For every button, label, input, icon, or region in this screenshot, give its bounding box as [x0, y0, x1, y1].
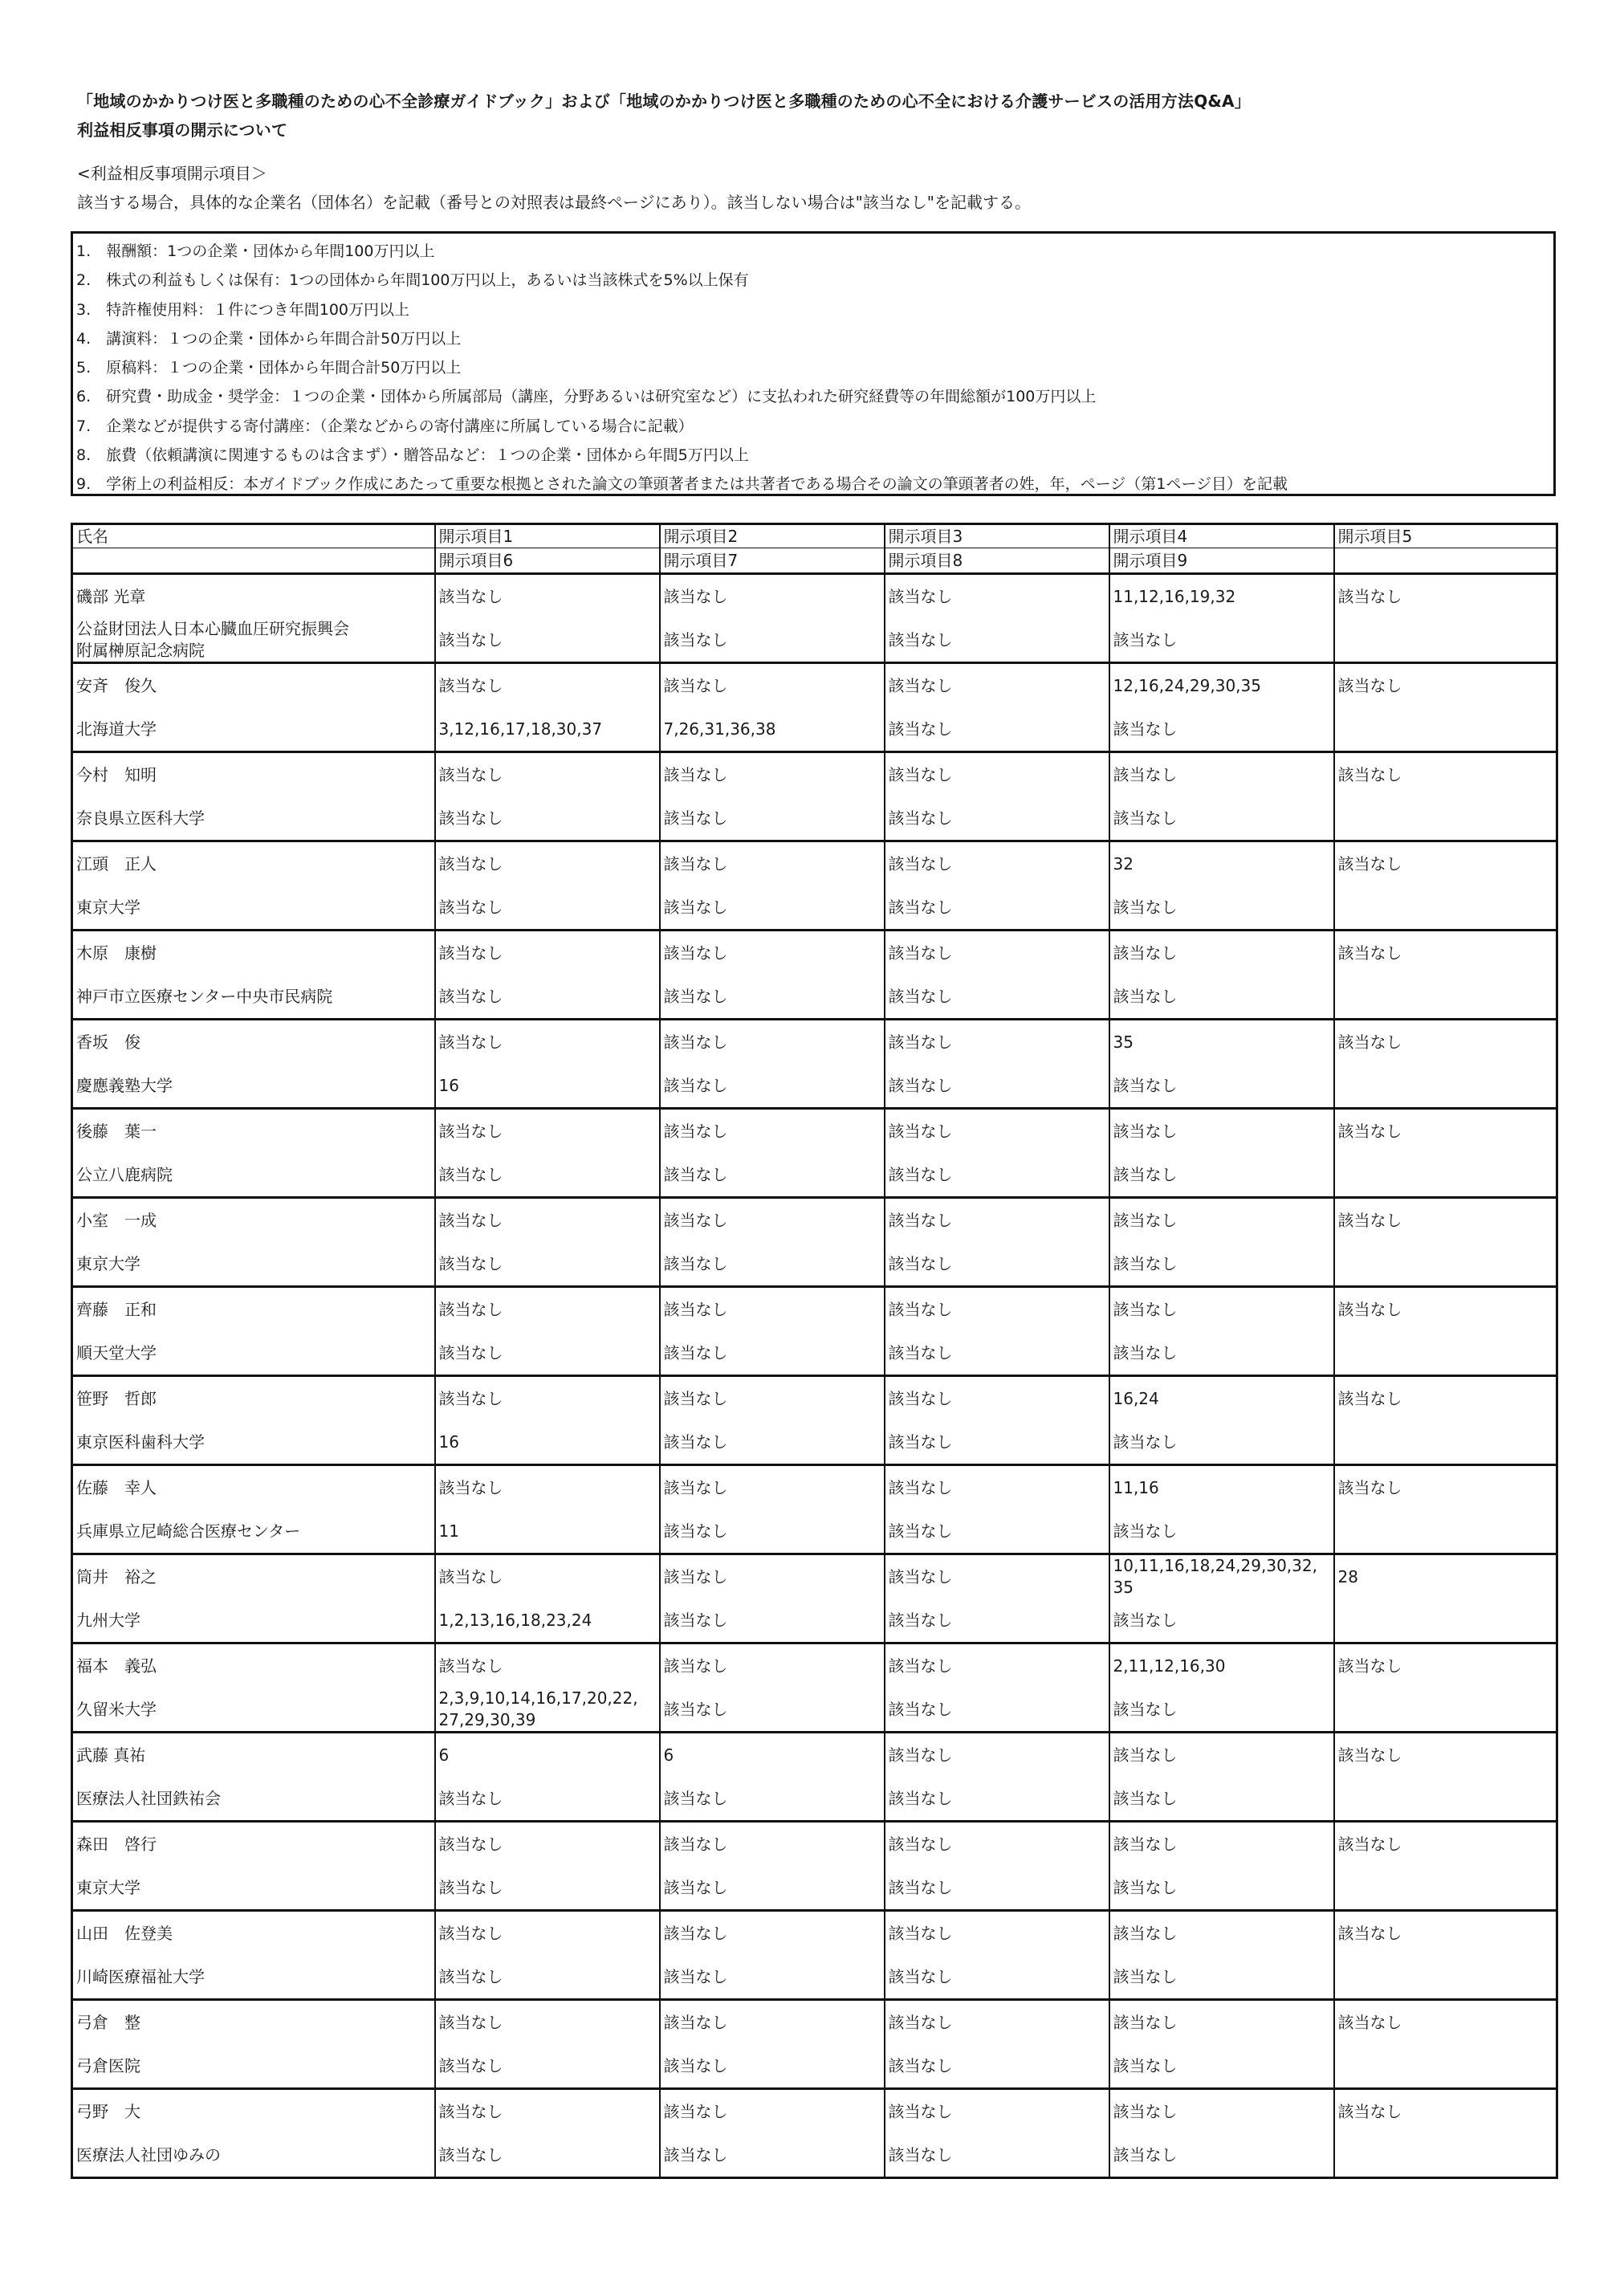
disclosure-cell: 該当なし [435, 1153, 660, 1198]
person-name: 筒井 裕之 [72, 1554, 435, 1599]
person-name: 笹野 哲郎 [72, 1376, 435, 1421]
document-subtitle: 利益相反事項の開示について [77, 120, 288, 140]
column-header: 開示項目6 [435, 548, 660, 574]
person-affiliation: 順天堂大学 [72, 1331, 435, 1376]
person-name: 磯部 光章 [72, 574, 435, 619]
disclosure-cell: 16,24 [1109, 1376, 1334, 1421]
disclosure-cell: 該当なし [660, 1465, 885, 1510]
disclosure-cell: 該当なし [885, 1153, 1109, 1198]
disclosure-cell: 該当なし [885, 886, 1109, 931]
disclosure-cell: 該当なし [660, 1866, 885, 1911]
affiliation-row [72, 1064, 1557, 1109]
affiliation-row [72, 1599, 1557, 1643]
disclosure-cell: 該当なし [1109, 1599, 1334, 1643]
disclosure-cell: 該当なし [1334, 1109, 1557, 1154]
disclosure-cell: 該当なし [435, 1020, 660, 1065]
person-row [72, 1465, 1557, 1510]
disclosure-cell: 該当なし [885, 975, 1109, 1020]
empty-cell [1334, 975, 1557, 1020]
disclosure-cell: 該当なし [435, 1242, 660, 1287]
empty-cell [1334, 1688, 1557, 1733]
column-header: 氏名 [72, 524, 435, 548]
disclosure-cell: 該当なし [1334, 752, 1557, 797]
disclosure-cell: 該当なし [1109, 931, 1334, 975]
disclosure-item: 4. 講演料：１つの企業・団体から年間合計50万円以上 [76, 329, 462, 348]
disclosure-cell: 該当なし [435, 663, 660, 708]
disclosure-cell: 該当なし [1334, 1822, 1557, 1867]
disclosure-item: 5. 原稿料：１つの企業・団体から年間合計50万円以上 [76, 359, 462, 377]
disclosure-cell: 該当なし [435, 1554, 660, 1599]
person-row [72, 1376, 1557, 1421]
disclosure-cell: 該当なし [660, 1198, 885, 1243]
disclosure-cell: 該当なし [660, 1509, 885, 1554]
disclosure-cell: 該当なし [1109, 2044, 1334, 2089]
disclosure-cell: 該当なし [885, 1911, 1109, 1956]
person-row [72, 931, 1557, 975]
disclosure-cell: 6 [435, 1733, 660, 1778]
disclosure-cell: 該当なし [1334, 574, 1557, 619]
person-affiliation: 東京大学 [72, 1866, 435, 1911]
person-row [72, 1822, 1557, 1867]
disclosure-cell: 該当なし [1334, 841, 1557, 886]
empty-cell [1334, 1777, 1557, 1822]
disclosure-item: 8. 旅費（依頼講演に関連するものは含まず）・贈答品など：１つの企業・団体から年間5万円以上 [76, 446, 749, 465]
disclosure-cell: 該当なし [1334, 931, 1557, 975]
disclosure-cell: 該当なし [885, 1420, 1109, 1465]
disclosure-cell: 該当なし [885, 1643, 1109, 1688]
disclosure-item: 6. 研究費・助成金・奨学金：１つの企業・団体から所属部局（講座，分野あるいは研究室など）に支払われた研究経費等の年間総額が100万円以上 [76, 388, 1097, 406]
disclosure-cell: 該当なし [435, 796, 660, 841]
disclosure-cell: 該当なし [1109, 1822, 1334, 1867]
disclosure-cell: 該当なし [1109, 752, 1334, 797]
disclosure-cell: 28 [1334, 1554, 1557, 1599]
person-name: 弓野 大 [72, 2089, 435, 2134]
disclosure-instructions: 該当する場合，具体的な企業名（団体名）を記載（番号との対照表は最終ページにあり）。該当しない場合は"該当なし"を記載する。 [77, 193, 1031, 212]
disclosure-item: 3. 特許権使用料：１件につき年間100万円以上 [76, 300, 410, 319]
empty-cell [1334, 886, 1557, 931]
disclosure-cell: 該当なし [885, 2133, 1109, 2178]
disclosure-cell: 該当なし [1334, 1198, 1557, 1243]
disclosure-cell: 該当なし [1334, 1643, 1557, 1688]
person-row [72, 752, 1557, 797]
disclosure-cell: 該当なし [1109, 1198, 1334, 1243]
disclosure-cell: 該当なし [885, 841, 1109, 886]
disclosure-cell: 11,12,16,19,32 [1109, 574, 1334, 619]
disclosure-cell: 該当なし [885, 1331, 1109, 1376]
person-name: 弓倉 整 [72, 2000, 435, 2045]
column-header [1334, 548, 1557, 574]
person-affiliation: 慶應義塾大学 [72, 1064, 435, 1109]
empty-cell [1334, 1599, 1557, 1643]
disclosure-cell: 該当なし [1109, 1420, 1334, 1465]
disclosure-cell: 該当なし [885, 1376, 1109, 1421]
disclosure-cell: 該当なし [885, 574, 1109, 619]
person-affiliation: 北海道大学 [72, 707, 435, 752]
disclosure-cell: 該当なし [1109, 1777, 1334, 1822]
person-row [72, 663, 1557, 708]
affiliation-row [72, 886, 1557, 931]
disclosure-cell: 該当なし [435, 1822, 660, 1867]
column-header: 開示項目4 [1109, 524, 1334, 548]
empty-cell [1334, 618, 1557, 663]
disclosure-cell: 該当なし [435, 1198, 660, 1243]
person-name: 江頭 正人 [72, 841, 435, 886]
disclosure-cell: 該当なし [1109, 1242, 1334, 1287]
disclosure-item: 7. 企業などが提供する寄付講座：（企業などからの寄付講座に所属している場合に記載） [76, 417, 694, 435]
disclosure-cell: 該当なし [885, 1554, 1109, 1599]
disclosure-item: 2. 株式の利益もしくは保有：1つの団体から年間100万円以上，あるいは当該株式を5%以上保有 [76, 271, 749, 290]
person-row [72, 2000, 1557, 2045]
disclosure-cell: 該当なし [1109, 1287, 1334, 1332]
affiliation-row [72, 1688, 1557, 1733]
disclosure-cell: 該当なし [1334, 1465, 1557, 1510]
column-header: 開示項目9 [1109, 548, 1334, 574]
disclosure-cell: 該当なし [1109, 975, 1334, 1020]
disclosure-cell: 該当なし [885, 1465, 1109, 1510]
disclosure-cell: 2,3,9,10,14,16,17,20,22, 27,29,30,39 [435, 1688, 660, 1733]
disclosure-cell: 該当なし [1109, 1064, 1334, 1109]
person-affiliation: 東京大学 [72, 886, 435, 931]
disclosure-cell: 該当なし [435, 1643, 660, 1688]
person-name: 齊藤 正和 [72, 1287, 435, 1332]
disclosure-item: 9. 学術上の利益相反：本ガイドブック作成にあたって重要な根拠とされた論文の筆頭著者または共著者である場合その論文の筆頭著者の姓，年，ページ（第1ページ目）を記載 [76, 475, 1288, 494]
disclosure-cell: 該当なし [885, 2089, 1109, 2134]
person-affiliation: 川崎医療福祉大学 [72, 1955, 435, 2000]
disclosure-cell: 該当なし [885, 618, 1109, 663]
disclosure-cell: 該当なし [885, 663, 1109, 708]
person-affiliation: 久留米大学 [72, 1688, 435, 1733]
disclosure-cell: 該当なし [885, 1198, 1109, 1243]
empty-cell [1334, 1331, 1557, 1376]
disclosure-cell: 該当なし [435, 841, 660, 886]
disclosure-cell: 該当なし [885, 931, 1109, 975]
disclosure-cell: 該当なし [1334, 663, 1557, 708]
disclosure-cell: 該当なし [885, 2044, 1109, 2089]
disclosure-cell: 該当なし [660, 1777, 885, 1822]
disclosure-cell: 該当なし [660, 1153, 885, 1198]
person-name: 山田 佐登美 [72, 1911, 435, 1956]
person-row [72, 1733, 1557, 1778]
disclosure-cell: 該当なし [660, 796, 885, 841]
disclosure-cell: 該当なし [885, 1688, 1109, 1733]
person-name: 福本 義弘 [72, 1643, 435, 1688]
disclosure-cell: 該当なし [660, 1420, 885, 1465]
disclosure-cell: 該当なし [435, 886, 660, 931]
disclosure-cell: 該当なし [885, 1242, 1109, 1287]
disclosure-cell: 該当なし [660, 1331, 885, 1376]
disclosure-cell: 該当なし [885, 1109, 1109, 1154]
column-header: 開示項目3 [885, 524, 1109, 548]
conflict-of-interest-table [71, 523, 1558, 2179]
affiliation-row [72, 618, 1557, 663]
disclosure-cell: 11,16 [1109, 1465, 1334, 1510]
column-header: 開示項目8 [885, 548, 1109, 574]
disclosure-cell: 該当なし [1109, 1733, 1334, 1778]
person-affiliation: 医療法人社団ゆみの [72, 2133, 435, 2178]
person-row [72, 841, 1557, 886]
disclosure-cell: 該当なし [435, 1109, 660, 1154]
disclosure-cell: 12,16,24,29,30,35 [1109, 663, 1334, 708]
disclosure-cell: 32 [1109, 841, 1334, 886]
person-affiliation: 神戸市立医療センター中央市民病院 [72, 975, 435, 1020]
disclosure-cell: 該当なし [435, 1866, 660, 1911]
disclosure-cell: 16 [435, 1064, 660, 1109]
empty-cell [1334, 1955, 1557, 2000]
disclosure-cell: 該当なし [885, 1064, 1109, 1109]
disclosure-cell: 該当なし [885, 1599, 1109, 1643]
disclosure-cell: 該当なし [660, 1109, 885, 1154]
disclosure-cell: 該当なし [660, 1287, 885, 1332]
disclosure-cell: 該当なし [1109, 1866, 1334, 1911]
person-affiliation: 九州大学 [72, 1599, 435, 1643]
person-row [72, 1911, 1557, 1956]
disclosure-cell: 該当なし [1109, 1955, 1334, 2000]
disclosure-cell: 35 [1109, 1020, 1334, 1065]
empty-cell [1334, 2133, 1557, 2178]
person-row [72, 574, 1557, 619]
person-row [72, 1020, 1557, 1065]
disclosure-cell: 該当なし [660, 1020, 885, 1065]
disclosure-cell: 該当なし [885, 1955, 1109, 2000]
person-affiliation: 弓倉医院 [72, 2044, 435, 2089]
disclosure-cell: 該当なし [1109, 1331, 1334, 1376]
disclosure-cell: 該当なし [435, 2000, 660, 2045]
person-row [72, 1109, 1557, 1154]
empty-cell [1334, 796, 1557, 841]
affiliation-row [72, 1509, 1557, 1554]
disclosure-cell: 該当なし [1334, 1287, 1557, 1332]
disclosure-cell: 該当なし [1109, 1153, 1334, 1198]
disclosure-cell: 該当なし [660, 975, 885, 1020]
disclosure-cell: 3,12,16,17,18,30,37 [435, 707, 660, 752]
disclosure-cell: 2,11,12,16,30 [1109, 1643, 1334, 1688]
person-name: 森田 啓行 [72, 1822, 435, 1867]
disclosure-cell: 16 [435, 1420, 660, 1465]
disclosure-cell: 該当なし [435, 1465, 660, 1510]
disclosure-cell: 該当なし [660, 1554, 885, 1599]
disclosure-cell: 該当なし [435, 1376, 660, 1421]
disclosure-cell: 該当なし [660, 1688, 885, 1733]
column-header: 開示項目7 [660, 548, 885, 574]
disclosure-cell: 該当なし [1109, 1109, 1334, 1154]
affiliation-row [72, 1866, 1557, 1911]
person-affiliation: 東京医科歯科大学 [72, 1420, 435, 1465]
table-header-row [72, 524, 1557, 548]
person-name: 香坂 俊 [72, 1020, 435, 1065]
affiliation-row [72, 1955, 1557, 2000]
disclosure-cell: 該当なし [435, 1331, 660, 1376]
disclosure-cell: 該当なし [885, 1733, 1109, 1778]
affiliation-row [72, 2044, 1557, 2089]
disclosure-cell: 該当なし [660, 2000, 885, 2045]
person-row [72, 1198, 1557, 1243]
disclosure-cell: 該当なし [435, 1911, 660, 1956]
person-name: 小室 一成 [72, 1198, 435, 1243]
disclosure-cell: 該当なし [885, 1866, 1109, 1911]
document-title: 「地域のかかりつけ医と多職種のための心不全診療ガイドブック」および「地域のかかりつけ医と多職種のための心不全における介護サービスの活用方法Q&A」 [77, 92, 1251, 111]
empty-cell [1334, 2044, 1557, 2089]
disclosure-cell: 該当なし [660, 1822, 885, 1867]
disclosure-cell: 該当なし [435, 2089, 660, 2134]
disclosure-cell: 該当なし [435, 574, 660, 619]
disclosure-cell: 該当なし [1109, 707, 1334, 752]
affiliation-row [72, 2133, 1557, 2178]
disclosure-cell: 該当なし [660, 1064, 885, 1109]
disclosure-cell: 該当なし [435, 975, 660, 1020]
person-affiliation: 医療法人社団鉄祐会 [72, 1777, 435, 1822]
disclosure-cell: 該当なし [660, 931, 885, 975]
disclosure-cell: 該当なし [660, 663, 885, 708]
disclosure-cell: 該当なし [435, 1287, 660, 1332]
person-name: 安斉 俊久 [72, 663, 435, 708]
affiliation-row [72, 1420, 1557, 1465]
disclosure-cell: 該当なし [660, 2044, 885, 2089]
disclosure-cell: 該当なし [660, 1911, 885, 1956]
disclosure-cell: 該当なし [1109, 618, 1334, 663]
column-header [72, 548, 435, 574]
disclosure-cell: 該当なし [435, 1777, 660, 1822]
disclosure-item: 1. 報酬額：1つの企業・団体から年間100万円以上 [76, 242, 435, 260]
affiliation-row [72, 707, 1557, 752]
disclosure-cell: 該当なし [660, 1599, 885, 1643]
disclosure-cell: 該当なし [660, 2089, 885, 2134]
person-row [72, 1554, 1557, 1599]
disclosure-cell: 該当なし [1109, 2000, 1334, 2045]
disclosure-cell: 該当なし [1334, 1911, 1557, 1956]
person-row [72, 1643, 1557, 1688]
disclosure-items-heading: <利益相反事項開示項目＞ [77, 164, 267, 183]
disclosure-cell: 該当なし [1109, 2133, 1334, 2178]
disclosure-cell: 7,26,31,36,38 [660, 707, 885, 752]
affiliation-row [72, 1777, 1557, 1822]
disclosure-cell: 該当なし [885, 2000, 1109, 2045]
disclosure-cell: 該当なし [885, 796, 1109, 841]
disclosure-cell: 11 [435, 1509, 660, 1554]
person-name: 後藤 葉一 [72, 1109, 435, 1154]
affiliation-row [72, 975, 1557, 1020]
disclosure-cell: 該当なし [435, 752, 660, 797]
disclosure-cell: 該当なし [660, 886, 885, 931]
disclosure-cell: 該当なし [435, 618, 660, 663]
column-header: 開示項目1 [435, 524, 660, 548]
empty-cell [1334, 1866, 1557, 1911]
disclosure-cell: 該当なし [1109, 1509, 1334, 1554]
person-name: 武藤 真祐 [72, 1733, 435, 1778]
disclosure-cell: 6 [660, 1733, 885, 1778]
person-name: 佐藤 幸人 [72, 1465, 435, 1510]
disclosure-cell: 該当なし [660, 574, 885, 619]
person-row [72, 2089, 1557, 2134]
affiliation-row [72, 1242, 1557, 1287]
disclosure-cell: 該当なし [885, 1509, 1109, 1554]
disclosure-cell: 該当なし [1109, 1688, 1334, 1733]
disclosure-cell: 該当なし [1109, 796, 1334, 841]
disclosure-cell: 該当なし [885, 1020, 1109, 1065]
disclosure-cell: 該当なし [885, 707, 1109, 752]
empty-cell [1334, 1242, 1557, 1287]
column-header: 開示項目2 [660, 524, 885, 548]
disclosure-cell: 該当なし [1334, 2089, 1557, 2134]
disclosure-cell: 該当なし [660, 618, 885, 663]
disclosure-cell: 該当なし [660, 1376, 885, 1421]
disclosure-cell: 該当なし [1109, 886, 1334, 931]
disclosure-cell: 該当なし [1334, 1376, 1557, 1421]
person-affiliation: 東京大学 [72, 1242, 435, 1287]
disclosure-cell: 該当なし [660, 1242, 885, 1287]
disclosure-cell: 10,11,16,18,24,29,30,32, 35 [1109, 1554, 1334, 1599]
disclosure-cell: 1,2,13,16,18,23,24 [435, 1599, 660, 1643]
disclosure-cell: 該当なし [885, 1822, 1109, 1867]
disclosure-cell: 該当なし [1334, 1020, 1557, 1065]
disclosure-cell: 該当なし [435, 2133, 660, 2178]
disclosure-cell: 該当なし [1109, 2089, 1334, 2134]
affiliation-row [72, 1153, 1557, 1198]
disclosure-cell: 該当なし [660, 1955, 885, 2000]
affiliation-row [72, 1331, 1557, 1376]
disclosure-cell: 該当なし [660, 1643, 885, 1688]
empty-cell [1334, 1153, 1557, 1198]
affiliation-row [72, 796, 1557, 841]
disclosure-cell: 該当なし [660, 752, 885, 797]
disclosure-cell: 該当なし [660, 2133, 885, 2178]
person-affiliation: 奈良県立医科大学 [72, 796, 435, 841]
disclosure-cell: 該当なし [1334, 1733, 1557, 1778]
disclosure-cell: 該当なし [885, 752, 1109, 797]
column-header: 開示項目5 [1334, 524, 1557, 548]
person-name: 木原 康樹 [72, 931, 435, 975]
person-row [72, 1287, 1557, 1332]
disclosure-cell: 該当なし [435, 1955, 660, 2000]
disclosure-cell: 該当なし [1109, 1911, 1334, 1956]
empty-cell [1334, 707, 1557, 752]
empty-cell [1334, 1509, 1557, 1554]
empty-cell [1334, 1420, 1557, 1465]
disclosure-cell: 該当なし [435, 931, 660, 975]
person-affiliation: 公立八鹿病院 [72, 1153, 435, 1198]
disclosure-cell: 該当なし [660, 841, 885, 886]
disclosure-cell: 該当なし [885, 1777, 1109, 1822]
disclosure-cell: 該当なし [1334, 2000, 1557, 2045]
disclosure-cell: 該当なし [885, 1287, 1109, 1332]
table-header-row [72, 548, 1557, 574]
person-affiliation: 公益財団法人日本心臓血圧研究振興会 附属榊原記念病院 [72, 618, 435, 663]
person-name: 今村 知明 [72, 752, 435, 797]
disclosure-cell: 該当なし [435, 2044, 660, 2089]
empty-cell [1334, 1064, 1557, 1109]
disclosure-items-box [71, 231, 1556, 496]
person-affiliation: 兵庫県立尼崎総合医療センター [72, 1509, 435, 1554]
